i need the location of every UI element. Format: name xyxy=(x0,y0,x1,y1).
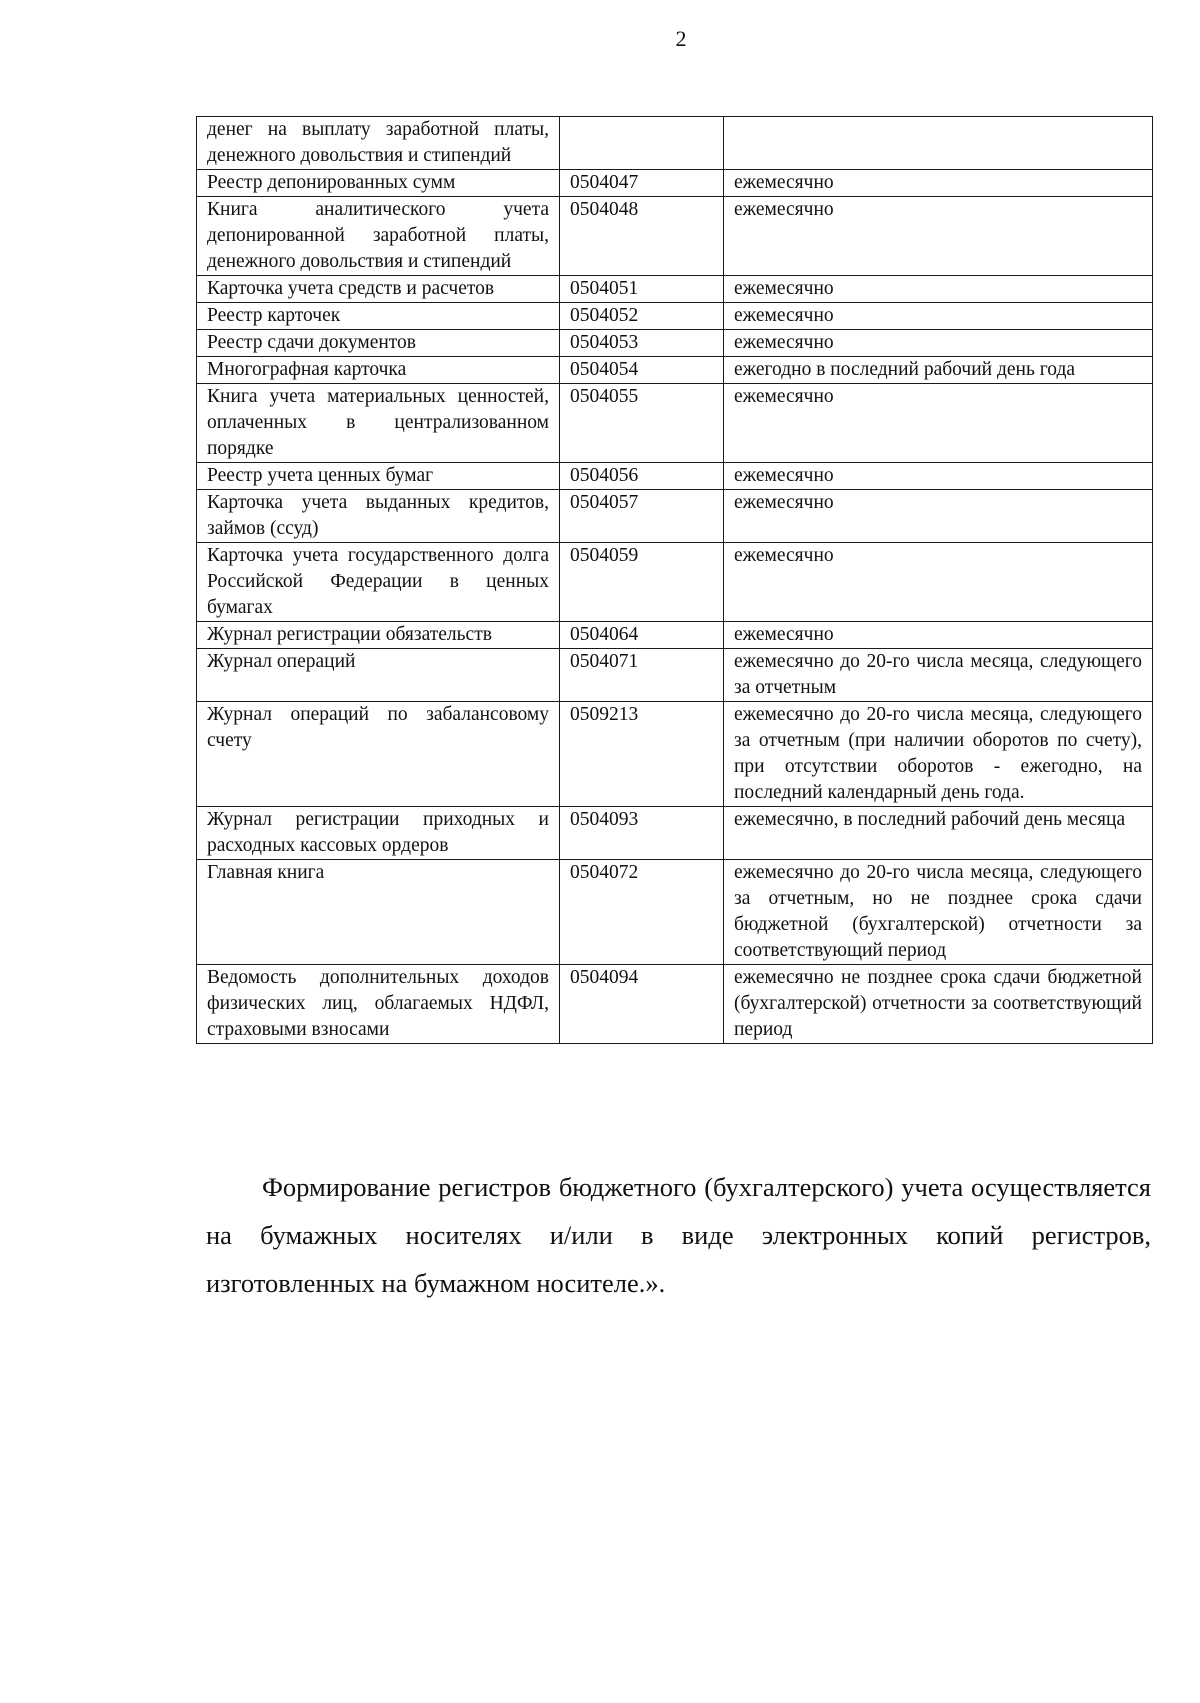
register-name: Журнал операций по забалансовому счету xyxy=(197,702,560,807)
table-row xyxy=(197,490,1153,543)
register-name: Книга учета материальных ценностей, оплаченных в централизованном порядке xyxy=(197,384,560,463)
formation-period: ежемесячно не позднее срока сдачи бюджетной (бухгалтерской) отчетности за соответствующий период xyxy=(724,965,1153,1044)
formation-period: ежемесячно xyxy=(724,622,1153,649)
formation-period: ежемесячно до 20-го числа месяца, следующего за отчетным xyxy=(724,649,1153,702)
formation-period: ежегодно в последний рабочий день года xyxy=(724,357,1153,384)
register-name: Карточка учета средств и расчетов xyxy=(197,276,560,303)
formation-period xyxy=(724,117,1153,170)
table-row xyxy=(197,543,1153,622)
registers-table xyxy=(196,116,1153,1044)
formation-period: ежемесячно xyxy=(724,463,1153,490)
form-code: 0504094 xyxy=(560,965,724,1044)
form-code: 0504053 xyxy=(560,330,724,357)
table-row xyxy=(197,117,1153,170)
form-code xyxy=(560,117,724,170)
formation-period: ежемесячно xyxy=(724,303,1153,330)
register-name: Многографная карточка xyxy=(197,357,560,384)
form-code: 0504052 xyxy=(560,303,724,330)
formation-period: ежемесячно xyxy=(724,197,1153,276)
form-code: 0504064 xyxy=(560,622,724,649)
table-row xyxy=(197,622,1153,649)
form-code: 0504054 xyxy=(560,357,724,384)
formation-period: ежемесячно xyxy=(724,384,1153,463)
formation-period: ежемесячно xyxy=(724,276,1153,303)
formation-period: ежемесячно до 20-го числа месяца, следующего за отчетным (при наличии оборотов по счету), при отсутствии оборотов - ежегодно, на последний календарный день года. xyxy=(724,702,1153,807)
register-name: Журнал операций xyxy=(197,649,560,702)
form-code: 0504057 xyxy=(560,490,724,543)
page-number: 2 xyxy=(675,26,687,51)
register-name: Книга аналитического учета депонированной заработной платы, денежного довольствия и стипендий xyxy=(197,197,560,276)
register-name: Журнал регистрации приходных и расходных кассовых ордеров xyxy=(197,807,560,860)
form-code: 0504051 xyxy=(560,276,724,303)
form-code: 0504072 xyxy=(560,860,724,965)
table-row xyxy=(197,303,1153,330)
register-name: Журнал регистрации обязательств xyxy=(197,622,560,649)
register-name: денег на выплату заработной платы, денежного довольствия и стипендий xyxy=(197,117,560,170)
register-name: Карточка учета государственного долга Российской Федерации в ценных бумагах xyxy=(197,543,560,622)
formation-period: ежемесячно xyxy=(724,170,1153,197)
table-row xyxy=(197,170,1153,197)
register-name: Реестр учета ценных бумаг xyxy=(197,463,560,490)
form-code: 0504071 xyxy=(560,649,724,702)
form-code: 0504056 xyxy=(560,463,724,490)
table-row xyxy=(197,860,1153,965)
register-name: Реестр сдачи документов xyxy=(197,330,560,357)
table-row xyxy=(197,702,1153,807)
register-name: Реестр депонированных сумм xyxy=(197,170,560,197)
table-row xyxy=(197,463,1153,490)
register-name: Главная книга xyxy=(197,860,560,965)
form-code: 0509213 xyxy=(560,702,724,807)
formation-period: ежемесячно xyxy=(724,330,1153,357)
form-code: 0504093 xyxy=(560,807,724,860)
form-code: 0504048 xyxy=(560,197,724,276)
table-row xyxy=(197,276,1153,303)
formation-period: ежемесячно, в последний рабочий день месяца xyxy=(724,807,1153,860)
form-code: 0504059 xyxy=(560,543,724,622)
formation-period: ежемесячно xyxy=(724,490,1153,543)
register-name: Ведомость дополнительных доходов физических лиц, облагаемых НДФЛ, страховыми взносами xyxy=(197,965,560,1044)
form-code: 0504055 xyxy=(560,384,724,463)
table-row xyxy=(197,330,1153,357)
formation-period: ежемесячно xyxy=(724,543,1153,622)
table-row xyxy=(197,197,1153,276)
table-row xyxy=(197,807,1153,860)
formation-period: ежемесячно до 20-го числа месяца, следующего за отчетным, но не позднее срока сдачи бюджетной (бухгалтерской) отчетности за соответствующий период xyxy=(724,860,1153,965)
table-row xyxy=(197,384,1153,463)
register-name: Реестр карточек xyxy=(197,303,560,330)
table-row xyxy=(197,357,1153,384)
closing-paragraph: Формирование регистров бюджетного (бухгалтерского) учета осуществляется на бумажных носителях и/или в виде электронных копий регистров, изготовленных на бумажном носителе.». xyxy=(206,1171,1151,1298)
form-code: 0504047 xyxy=(560,170,724,197)
table-row xyxy=(197,649,1153,702)
table-row xyxy=(197,965,1153,1044)
register-name: Карточка учета выданных кредитов, займов (ссуд) xyxy=(197,490,560,543)
